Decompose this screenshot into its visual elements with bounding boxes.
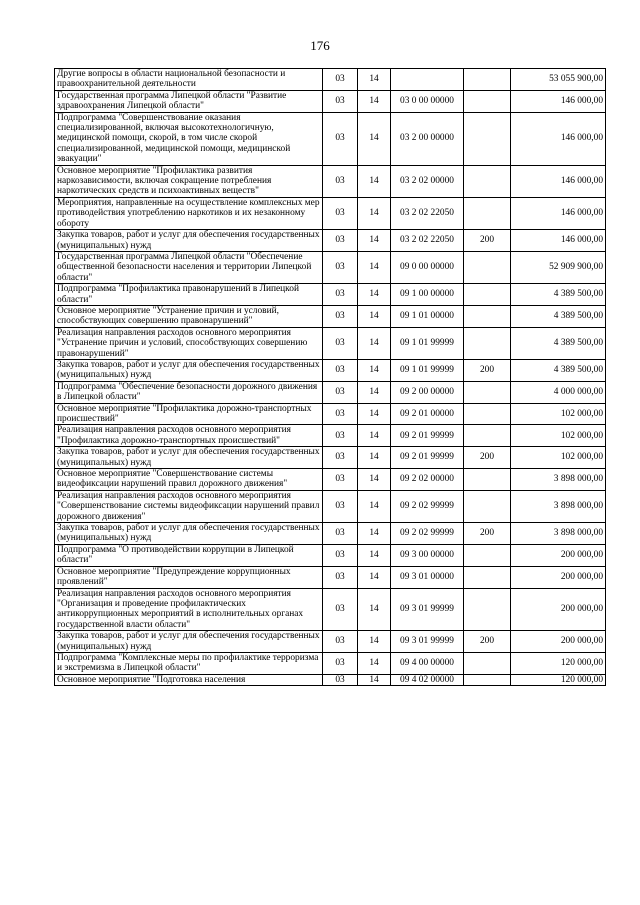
row-name-cell: Подпрограмма "О противодействии коррупции в Липецкой области" <box>55 544 323 566</box>
expense-type-cell <box>464 69 511 91</box>
row-name-cell: Основное мероприятие "Профилактика дорожно-транспортных происшествий" <box>55 403 323 425</box>
expense-type-cell <box>464 490 511 522</box>
section-code-cell: 03 <box>323 284 358 306</box>
expense-type-cell: 200 <box>464 631 511 653</box>
target-article-cell: 03 2 00 00000 <box>391 112 464 165</box>
amount-cell: 3 898 000,00 <box>511 469 606 491</box>
amount-cell: 146 000,00 <box>511 230 606 252</box>
expense-type-cell <box>464 674 511 685</box>
row-name-cell: Реализация направления расходов основного мероприятия "Организация и проведение профилактических антикоррупционных мероприятий в исполнительных органах государственной власти области" <box>55 588 323 631</box>
amount-cell: 52 909 900,00 <box>511 251 606 283</box>
target-article-cell: 09 2 02 00000 <box>391 469 464 491</box>
row-name-cell: Мероприятия, направленные на осуществление комплексных мер противодействия употреблению наркотиков и их незаконному обороту <box>55 197 323 229</box>
row-name-cell: Государственная программа Липецкой области "Обеспечение общественной безопасности населения и территории Липецкой области" <box>55 251 323 283</box>
target-article-cell: 09 2 01 00000 <box>391 403 464 425</box>
row-name-cell: Основное мероприятие "Профилактика развития наркозависимости, включая сокращение потребления наркотических средств и психоактивных веществ" <box>55 165 323 197</box>
subsection-code-cell: 14 <box>358 284 391 306</box>
row-name-cell: Закупка товаров, работ и услуг для обеспечения государственных (муниципальных) нужд <box>55 359 323 381</box>
expense-type-cell <box>464 327 511 359</box>
expense-type-cell <box>464 251 511 283</box>
amount-cell: 102 000,00 <box>511 447 606 469</box>
amount-cell: 146 000,00 <box>511 90 606 112</box>
table-row <box>55 674 606 685</box>
table-row <box>55 165 606 197</box>
target-article-cell: 09 4 00 00000 <box>391 652 464 674</box>
section-code-cell: 03 <box>323 566 358 588</box>
target-article-cell: 09 3 01 00000 <box>391 566 464 588</box>
amount-cell: 200 000,00 <box>511 544 606 566</box>
row-name-cell: Основное мероприятие "Предупреждение коррупционных проявлений" <box>55 566 323 588</box>
table-row <box>55 544 606 566</box>
amount-cell: 120 000,00 <box>511 674 606 685</box>
table-row <box>55 305 606 327</box>
subsection-code-cell: 14 <box>358 588 391 631</box>
amount-cell: 3 898 000,00 <box>511 523 606 545</box>
amount-cell: 146 000,00 <box>511 112 606 165</box>
row-name-cell: Основное мероприятие "Подготовка населения <box>55 674 323 685</box>
table-row <box>55 230 606 252</box>
section-code-cell: 03 <box>323 490 358 522</box>
amount-cell: 146 000,00 <box>511 165 606 197</box>
table-row <box>55 588 606 631</box>
section-code-cell: 03 <box>323 90 358 112</box>
expense-type-cell: 200 <box>464 523 511 545</box>
row-name-cell: Подпрограмма "Комплексные меры по профилактике терроризма и экстремизма в Липецкой области" <box>55 652 323 674</box>
target-article-cell: 09 2 00 00000 <box>391 381 464 403</box>
page-number: 176 <box>310 38 330 53</box>
budget-table-body <box>55 69 606 686</box>
subsection-code-cell: 14 <box>358 544 391 566</box>
amount-cell: 4 389 500,00 <box>511 305 606 327</box>
target-article-cell: 09 1 01 99999 <box>391 327 464 359</box>
section-code-cell: 03 <box>323 403 358 425</box>
target-article-cell: 09 2 02 99999 <box>391 490 464 522</box>
section-code-cell: 03 <box>323 652 358 674</box>
section-code-cell: 03 <box>323 631 358 653</box>
target-article-cell: 09 3 01 99999 <box>391 631 464 653</box>
subsection-code-cell: 14 <box>358 69 391 91</box>
subsection-code-cell: 14 <box>358 359 391 381</box>
amount-cell: 200 000,00 <box>511 631 606 653</box>
table-row <box>55 566 606 588</box>
section-code-cell: 03 <box>323 425 358 447</box>
expense-type-cell <box>464 544 511 566</box>
row-name-cell: Другие вопросы в области национальной безопасности и правоохранительной деятельности <box>55 69 323 91</box>
target-article-cell: 03 2 02 22050 <box>391 230 464 252</box>
expense-type-cell: 200 <box>464 359 511 381</box>
target-article-cell: 03 2 02 22050 <box>391 197 464 229</box>
subsection-code-cell: 14 <box>358 90 391 112</box>
row-name-cell: Основное мероприятие "Совершенствование системы видеофиксации нарушений правил дорожного движения" <box>55 469 323 491</box>
subsection-code-cell: 14 <box>358 251 391 283</box>
table-row <box>55 251 606 283</box>
expense-type-cell: 200 <box>464 230 511 252</box>
subsection-code-cell: 14 <box>358 523 391 545</box>
amount-cell: 4 389 500,00 <box>511 284 606 306</box>
section-code-cell: 03 <box>323 305 358 327</box>
table-row <box>55 327 606 359</box>
target-article-cell: 03 0 00 00000 <box>391 90 464 112</box>
expense-type-cell <box>464 469 511 491</box>
section-code-cell: 03 <box>323 674 358 685</box>
subsection-code-cell: 14 <box>358 381 391 403</box>
row-name-cell: Закупка товаров, работ и услуг для обеспечения государственных (муниципальных) нужд <box>55 447 323 469</box>
amount-cell: 120 000,00 <box>511 652 606 674</box>
section-code-cell: 03 <box>323 588 358 631</box>
subsection-code-cell: 14 <box>358 230 391 252</box>
section-code-cell: 03 <box>323 447 358 469</box>
row-name-cell: Подпрограмма "Профилактика правонарушений в Липецкой области" <box>55 284 323 306</box>
table-row <box>55 490 606 522</box>
target-article-cell: 09 2 01 99999 <box>391 425 464 447</box>
target-article-cell <box>391 69 464 91</box>
expense-type-cell <box>464 403 511 425</box>
row-name-cell: Закупка товаров, работ и услуг для обеспечения государственных (муниципальных) нужд <box>55 230 323 252</box>
subsection-code-cell: 14 <box>358 566 391 588</box>
table-row <box>55 403 606 425</box>
amount-cell: 4 389 500,00 <box>511 327 606 359</box>
section-code-cell: 03 <box>323 230 358 252</box>
row-name-cell: Государственная программа Липецкой области "Развитие здравоохранения Липецкой области" <box>55 90 323 112</box>
table-row <box>55 631 606 653</box>
expense-type-cell <box>464 305 511 327</box>
expense-type-cell <box>464 588 511 631</box>
table-row <box>55 447 606 469</box>
amount-cell: 146 000,00 <box>511 197 606 229</box>
subsection-code-cell: 14 <box>358 305 391 327</box>
subsection-code-cell: 14 <box>358 674 391 685</box>
section-code-cell: 03 <box>323 523 358 545</box>
target-article-cell: 09 1 01 00000 <box>391 305 464 327</box>
expense-type-cell <box>464 566 511 588</box>
target-article-cell: 09 1 00 00000 <box>391 284 464 306</box>
table-row <box>55 69 606 91</box>
section-code-cell: 03 <box>323 165 358 197</box>
table-row <box>55 469 606 491</box>
subsection-code-cell: 14 <box>358 631 391 653</box>
target-article-cell: 09 2 02 99999 <box>391 523 464 545</box>
table-row <box>55 112 606 165</box>
amount-cell: 200 000,00 <box>511 566 606 588</box>
target-article-cell: 09 3 01 99999 <box>391 588 464 631</box>
table-row <box>55 652 606 674</box>
subsection-code-cell: 14 <box>358 112 391 165</box>
section-code-cell: 03 <box>323 112 358 165</box>
section-code-cell: 03 <box>323 381 358 403</box>
expense-type-cell <box>464 90 511 112</box>
expense-type-cell <box>464 284 511 306</box>
row-name-cell: Реализация направления расходов основного мероприятия "Совершенствование системы видеофиксации нарушений правил дорожного движения" <box>55 490 323 522</box>
expense-type-cell <box>464 425 511 447</box>
subsection-code-cell: 14 <box>358 469 391 491</box>
target-article-cell: 03 2 02 00000 <box>391 165 464 197</box>
section-code-cell: 03 <box>323 359 358 381</box>
target-article-cell: 09 3 00 00000 <box>391 544 464 566</box>
amount-cell: 102 000,00 <box>511 425 606 447</box>
amount-cell: 4 000 000,00 <box>511 381 606 403</box>
expense-type-cell <box>464 112 511 165</box>
row-name-cell: Основное мероприятие "Устранение причин и условий, способствующих совершению правонарушений" <box>55 305 323 327</box>
target-article-cell: 09 2 01 99999 <box>391 447 464 469</box>
table-row <box>55 90 606 112</box>
subsection-code-cell: 14 <box>358 490 391 522</box>
expense-type-cell: 200 <box>464 447 511 469</box>
section-code-cell: 03 <box>323 69 358 91</box>
target-article-cell: 09 0 00 00000 <box>391 251 464 283</box>
amount-cell: 200 000,00 <box>511 588 606 631</box>
expense-type-cell <box>464 165 511 197</box>
table-row <box>55 284 606 306</box>
amount-cell: 4 389 500,00 <box>511 359 606 381</box>
subsection-code-cell: 14 <box>358 327 391 359</box>
table-row <box>55 425 606 447</box>
amount-cell: 3 898 000,00 <box>511 490 606 522</box>
section-code-cell: 03 <box>323 544 358 566</box>
table-row <box>55 523 606 545</box>
table-row <box>55 381 606 403</box>
row-name-cell: Закупка товаров, работ и услуг для обеспечения государственных (муниципальных) нужд <box>55 523 323 545</box>
subsection-code-cell: 14 <box>358 425 391 447</box>
subsection-code-cell: 14 <box>358 403 391 425</box>
amount-cell: 102 000,00 <box>511 403 606 425</box>
expense-type-cell <box>464 381 511 403</box>
row-name-cell: Подпрограмма "Совершенствование оказания специализированной, включая высокотехнологичную, медицинской помощи, скорой, в том числе скорой специализированной, медицинской помощи, медицинской эвакуации" <box>55 112 323 165</box>
expense-type-cell <box>464 197 511 229</box>
amount-cell: 53 055 900,00 <box>511 69 606 91</box>
target-article-cell: 09 4 02 00000 <box>391 674 464 685</box>
section-code-cell: 03 <box>323 251 358 283</box>
row-name-cell: Реализация направления расходов основного мероприятия "Устранение причин и условий, способствующих совершению правонарушений" <box>55 327 323 359</box>
table-row <box>55 359 606 381</box>
subsection-code-cell: 14 <box>358 165 391 197</box>
row-name-cell: Подпрограмма "Обеспечение безопасности дорожного движения в Липецкой области" <box>55 381 323 403</box>
expense-type-cell <box>464 652 511 674</box>
row-name-cell: Закупка товаров, работ и услуг для обеспечения государственных (муниципальных) нужд <box>55 631 323 653</box>
subsection-code-cell: 14 <box>358 652 391 674</box>
row-name-cell: Реализация направления расходов основного мероприятия "Профилактика дорожно-транспортных происшествий" <box>55 425 323 447</box>
subsection-code-cell: 14 <box>358 447 391 469</box>
section-code-cell: 03 <box>323 469 358 491</box>
table-row <box>55 197 606 229</box>
budget-table <box>54 68 606 686</box>
section-code-cell: 03 <box>323 327 358 359</box>
section-code-cell: 03 <box>323 197 358 229</box>
target-article-cell: 09 1 01 99999 <box>391 359 464 381</box>
subsection-code-cell: 14 <box>358 197 391 229</box>
